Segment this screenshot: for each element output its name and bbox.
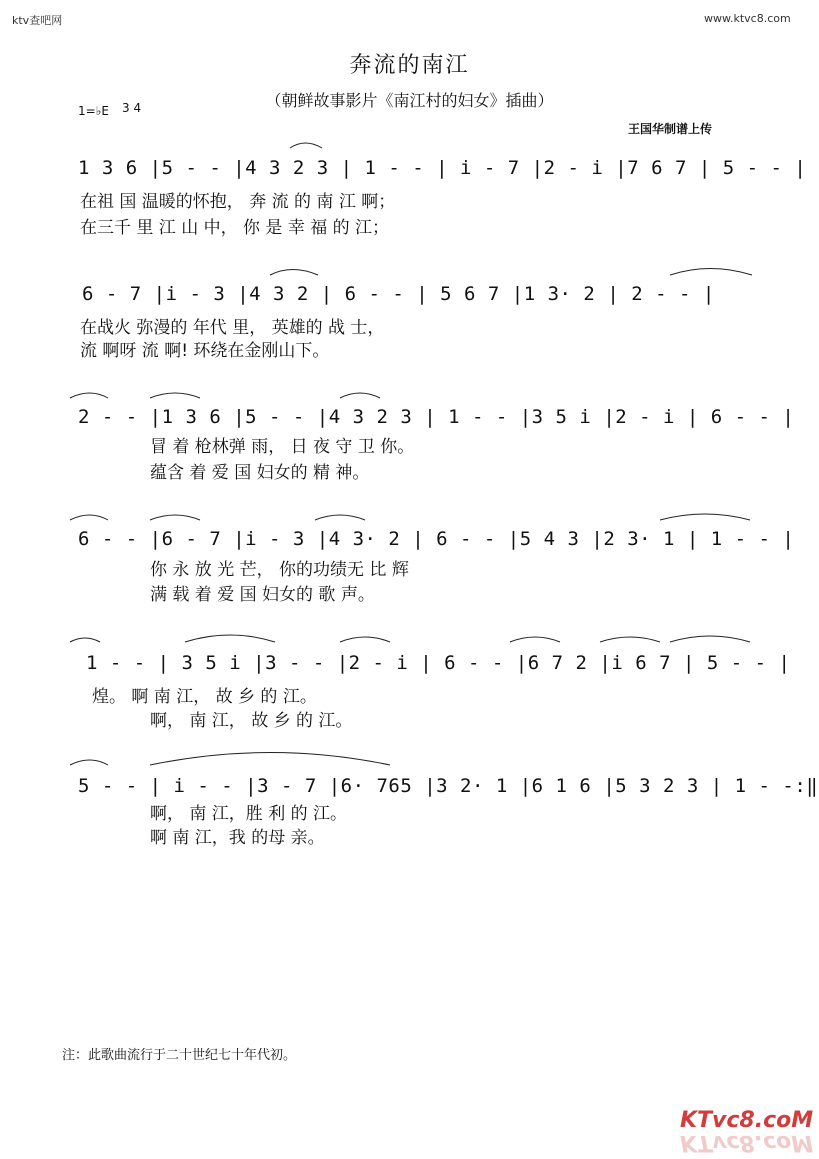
watermark-reflection: KTvc8.coM (680, 1130, 814, 1155)
slur-arc (70, 760, 108, 765)
slur-arc (150, 393, 200, 398)
site-label-left: ktv查吧网 (12, 14, 63, 27)
site-url[interactable]: www.ktvc8.com (704, 12, 791, 25)
song-title: 奔流的南江 (349, 53, 470, 78)
slur-arc (70, 515, 108, 520)
notes-line-5: 1 - - | 3 5 i |3 - - |2 - i | 6 - - |6 7 2 |i 6 7 | 5 - - | (86, 652, 791, 674)
lyrics-5-verse-1: 煌。 啊 南 江， 故 乡 的 江。 (92, 687, 317, 707)
notes-line-2: 6 - 7 |i - 3 |4 3 2 | 6 - - | 5 6 7 |1 3· 2 | 2 - - | (82, 283, 715, 305)
lyrics-4-verse-2: 满 载 着 爱 国 妇女的 歌 声。 (150, 585, 375, 605)
slur-arc (315, 515, 365, 520)
slur-arc (150, 753, 390, 766)
lyrics-1-verse-2: 在三千 里 江 山 中， 你 是 幸 福 的 江； (80, 218, 390, 238)
slur-arc (340, 393, 380, 398)
notes-line-4: 6 - - |6 - 7 |i - 3 |4 3· 2 | 6 - - |5 4 3 |2 3· 1 | 1 - - | (78, 528, 795, 550)
footnote: 注：此歌曲流行于二十世纪七十年代初。 (62, 1048, 297, 1063)
notes-line-6: 5 - - | i - - |3 - 7 |6· 765 |3 2· 1 |6 1 6 |5 3 2 3 | 1 - -:‖ (78, 775, 819, 797)
lyrics-3-verse-2: 蕴含 着 爱 国 妇女的 精 神。 (150, 463, 370, 483)
slur-arc (70, 393, 108, 398)
lyrics-3-verse-1: 冒 着 枪林弹 雨， 日 夜 守 卫 你。 (150, 437, 415, 457)
key-signature: 1=♭E (78, 104, 109, 118)
lyrics-6-verse-1: 啊， 南 江，胜 利 的 江。 (150, 804, 348, 824)
slur-arc (510, 637, 560, 642)
watermark-logo: KTvc8.coM (680, 1108, 814, 1133)
notes-line-3: 2 - - |1 3 6 |5 - - |4 3 2 3 | 1 - - |3 5 i |2 - i | 6 - - | (78, 406, 795, 428)
slur-arc (70, 638, 100, 642)
time-signature: 3 4 (122, 101, 142, 115)
lyrics-4-verse-1: 你 永 放 光 芒， 你的功绩无 比 辉 (150, 560, 409, 580)
notes-line-1: 1 3 6 |5 - - |4 3 2 3 | 1 - - | i - 7 |2 - i |7 6 7 | 5 - - | (78, 157, 807, 179)
slur-arc (660, 514, 750, 520)
slur-arc (270, 270, 318, 276)
slur-arc (600, 637, 660, 642)
slur-arc (150, 515, 200, 520)
lyrics-2-verse-1: 在战火 弥漫的 年代 里， 英雄的 战 士， (80, 318, 385, 338)
lyrics-6-verse-2: 啊 南 江，我 的母 亲。 (150, 828, 325, 848)
lyrics-1-verse-1: 在祖 国 温暖的怀抱， 奔 流 的 南 江 啊； (80, 192, 396, 212)
transcriber-credit: 王国华制谱上传 (628, 122, 713, 136)
slur-arc (185, 635, 275, 642)
song-subtitle: （朝鲜故事影片《南江村的妇女》插曲） (265, 91, 554, 110)
slur-arc (290, 143, 322, 148)
slur-arc (670, 269, 752, 276)
slur-arc (670, 636, 750, 642)
lyrics-5-verse-2: 啊， 南 江， 故 乡 的 江。 (150, 711, 353, 731)
lyrics-2-verse-2: 流 啊呀 流 啊! 环绕在金刚山下。 (80, 341, 330, 361)
slur-arc (340, 637, 390, 642)
